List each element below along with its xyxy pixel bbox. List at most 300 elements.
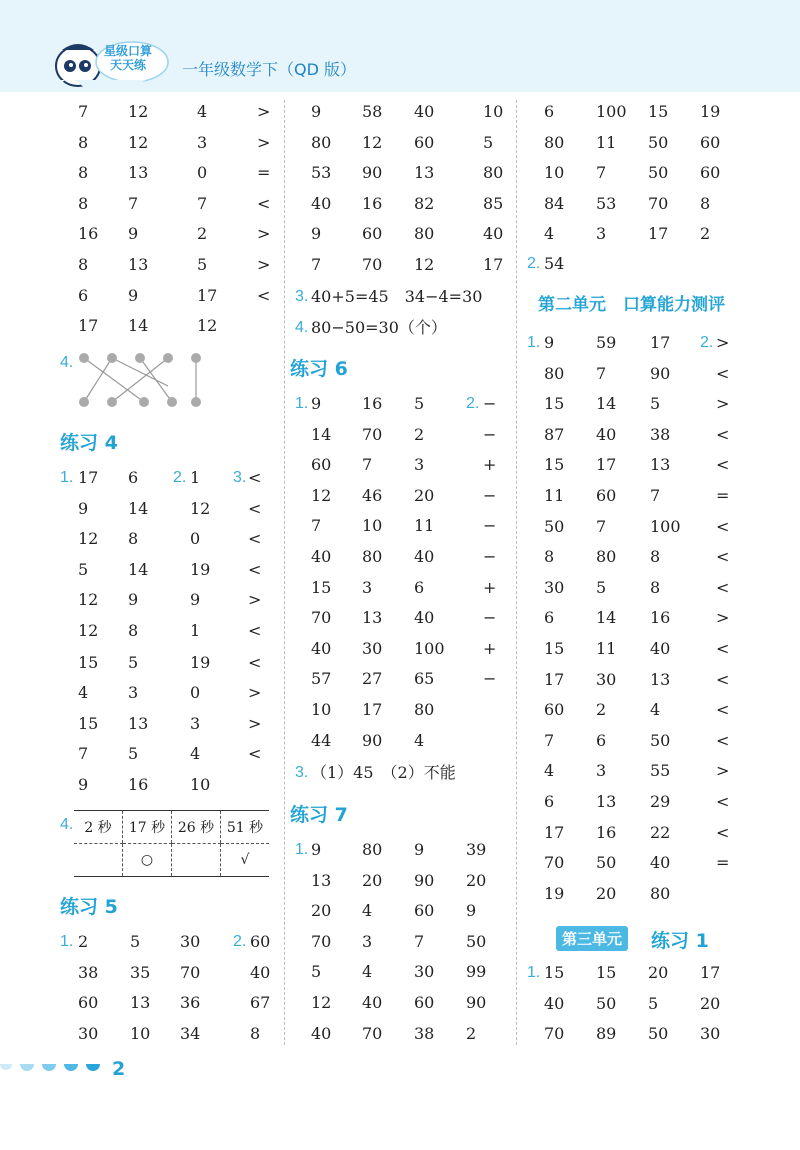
answer-cell: 5 xyxy=(483,132,494,152)
answer-cell: 12 xyxy=(128,102,149,121)
answer-cell: 9 xyxy=(414,840,425,859)
table-mark-cell xyxy=(74,844,123,877)
answer-cell: < xyxy=(716,730,730,750)
answer-cell: 7 xyxy=(78,102,89,121)
answer-cell: 80 xyxy=(596,547,617,567)
answer-cell: 10 xyxy=(190,775,211,794)
answer-cell: 50 xyxy=(596,853,617,873)
answer-cell: 60 xyxy=(250,932,271,951)
answer-cell: 10 xyxy=(362,516,383,536)
answer-cell: 7 xyxy=(311,255,322,274)
answer-cell: 12 xyxy=(78,590,99,610)
answer-cell: 1. xyxy=(60,933,74,950)
answer-cell: 60 xyxy=(700,132,721,152)
answer-cell: 9 xyxy=(128,285,139,305)
answer-cell: 67 xyxy=(250,993,271,1013)
answer-cell: = xyxy=(716,486,730,505)
answer-cell: 5 xyxy=(650,394,661,414)
answer-cell: < xyxy=(248,744,262,764)
question-number: 4. xyxy=(60,816,74,833)
answer-cell: 8 xyxy=(78,163,89,183)
section-title-ex7: 练习 7 xyxy=(290,804,348,826)
answer-cell: 4 xyxy=(78,683,89,703)
answer-cell: < xyxy=(716,424,730,444)
answer-cell: 11 xyxy=(414,516,435,536)
answer-cell: 5 xyxy=(128,744,139,764)
answer-cell: 4 xyxy=(414,730,425,750)
answer-cell: 40 xyxy=(311,1023,332,1043)
answer-cell: 50 xyxy=(648,132,669,152)
answer-cell: 16 xyxy=(596,822,617,842)
answer-cell: 60 xyxy=(311,455,332,475)
answer-cell: 8 xyxy=(650,577,661,597)
answer-cell: 8 xyxy=(650,547,661,567)
answer-cell: 50 xyxy=(650,730,671,750)
answer-cell: 65 xyxy=(414,669,435,689)
answer-cell: 14 xyxy=(596,394,617,414)
answer-cell: 11 xyxy=(596,639,617,658)
answer-cell: > xyxy=(257,102,271,121)
answer-cell: 35 xyxy=(130,962,151,982)
question-number: 4. xyxy=(295,319,309,336)
answer-cell: 16 xyxy=(362,193,383,213)
answer-cell: 7 xyxy=(414,931,425,951)
answer-cell: 40 xyxy=(650,853,671,873)
answer-cell: 46 xyxy=(362,485,383,505)
answer-cell: < xyxy=(248,652,262,672)
answer-cell: 17 xyxy=(544,669,565,689)
answer-cell: 58 xyxy=(362,102,383,121)
book-title: 一年级数学下（QD 版） xyxy=(182,60,357,79)
answer-cell: 14 xyxy=(128,559,149,579)
answer-cell: 3 xyxy=(190,713,201,733)
answer-cell: 6 xyxy=(544,792,555,811)
answer-cell: 30 xyxy=(362,638,383,658)
answer-cell: 5 xyxy=(596,577,607,597)
answer-cell: 4 xyxy=(544,761,555,781)
answer-cell: 8 xyxy=(700,193,711,213)
answer-cell: 3 xyxy=(197,132,208,152)
answer-cell: 10 xyxy=(544,163,565,183)
answer-cell: 40 xyxy=(311,193,332,213)
answer-cell: − xyxy=(483,547,497,566)
answer-cell: 0 xyxy=(190,683,201,703)
answer-cell: 17 xyxy=(78,468,99,487)
question-number: 4. xyxy=(60,354,74,371)
answer-cell: − xyxy=(483,394,497,413)
answer-cell: 40 xyxy=(362,993,383,1012)
answer-cell: + xyxy=(483,577,497,597)
answer-cell: 13 xyxy=(596,792,617,811)
answer-cell: 38 xyxy=(78,962,99,982)
answer-cell: 13 xyxy=(128,255,149,274)
answer-cell: − xyxy=(483,608,497,628)
time-table xyxy=(74,810,269,877)
answer-cell: + xyxy=(483,455,497,475)
answer-cell: 9 xyxy=(311,102,322,121)
answer-cell: 12 xyxy=(311,993,332,1012)
answer-cell: 20 xyxy=(362,870,383,890)
answer-cell: < xyxy=(716,363,730,383)
answer-cell: 60 xyxy=(700,163,721,183)
answer-cell: 12 xyxy=(362,132,383,152)
answer-cell: 2 xyxy=(78,932,89,951)
answer-cell: 19 xyxy=(700,102,721,121)
answer-cell: = xyxy=(257,163,271,183)
answer-cell: < xyxy=(716,547,730,567)
answer-cell: 17 xyxy=(362,700,383,719)
answer-cell: 7 xyxy=(650,486,661,505)
answer-cell: 5 xyxy=(648,993,659,1013)
answer-cell: 9 xyxy=(78,498,89,518)
answer-cell: 0 xyxy=(197,163,208,183)
answer-cell: 16 xyxy=(128,775,149,794)
answer-cell: 87 xyxy=(544,424,565,444)
answer-cell: 6 xyxy=(128,468,139,487)
answer-cell: 19 xyxy=(544,883,565,903)
answer-cell: 12 xyxy=(128,132,149,152)
page-header xyxy=(0,0,800,92)
unit2-title: 第二单元 口算能力测评 xyxy=(538,295,725,315)
answer-cell: 44 xyxy=(311,730,332,750)
section-title-ex4: 练习 4 xyxy=(60,432,118,454)
answer-cell: 100 xyxy=(414,638,445,658)
answer-cell: 13 xyxy=(128,163,149,183)
answer-cell: 17 xyxy=(700,963,721,982)
answer-cell: = xyxy=(716,853,730,873)
answer-cell: 4 xyxy=(190,744,201,764)
logo-text-line1: 星级口算 xyxy=(104,44,153,58)
answer-cell: 15 xyxy=(78,652,99,672)
answer-cell: 80 xyxy=(362,840,383,859)
answer-cell: 60 xyxy=(362,224,383,244)
answer-cell: 5 xyxy=(78,559,89,579)
question-number: 3. xyxy=(295,764,309,781)
answer-cell: 39 xyxy=(466,840,487,859)
answer-cell: 14 xyxy=(311,424,332,444)
answer-cell: 2. xyxy=(466,395,480,412)
question-number: 2. xyxy=(527,255,541,272)
answer-cell: 85 xyxy=(483,193,504,213)
answer-cell: 29 xyxy=(650,792,671,811)
answer-cell: 7 xyxy=(311,516,322,536)
answer-cell: 15 xyxy=(544,639,565,658)
answer-cell: 5 xyxy=(414,394,425,413)
answer-cell: 38 xyxy=(650,424,671,444)
answer-cell: 99 xyxy=(466,962,487,982)
answer-cell: 12 xyxy=(78,621,99,640)
answer-cell: 17 xyxy=(197,285,218,305)
answer-cell: < xyxy=(248,559,262,579)
answer-cell: 27 xyxy=(362,669,383,689)
answer-cell: 70 xyxy=(362,424,383,444)
answer-cell: 20 xyxy=(700,993,721,1013)
answer-cell: < xyxy=(716,792,730,811)
answer-cell: 17 xyxy=(544,822,565,842)
answer-cell: 9 xyxy=(311,224,322,244)
answer-cell: 53 xyxy=(311,163,332,183)
answer-cell: 1 xyxy=(190,468,201,487)
table-header-cell: 2 秒 xyxy=(74,811,123,844)
q4-answer: 80−50=30（个） xyxy=(311,318,447,337)
answer-cell: 1. xyxy=(295,395,309,412)
answer-cell: 30 xyxy=(414,962,435,982)
answer-cell: 8 xyxy=(544,547,555,567)
answer-cell: 20 xyxy=(466,870,487,890)
answer-cell: 9 xyxy=(311,840,322,859)
answer-cell: 13 xyxy=(362,608,383,628)
answer-cell: 60 xyxy=(414,993,435,1012)
answer-cell: 8 xyxy=(78,255,89,274)
answer-cell: 8 xyxy=(78,132,89,152)
answer-cell: 14 xyxy=(128,498,149,518)
q3-answer: 40+5=45 34−4=30 xyxy=(311,287,483,306)
answer-cell: 6 xyxy=(414,577,425,597)
answer-cell: 7 xyxy=(197,193,208,213)
answer-cell: 7 xyxy=(362,455,373,475)
answer-cell: 2 xyxy=(466,1023,477,1043)
answer-cell: 8 xyxy=(78,193,89,213)
column-divider-2 xyxy=(516,100,517,1045)
answer-cell: 70 xyxy=(544,1024,565,1044)
answer-cell: 80 xyxy=(414,224,435,244)
answer-cell: − xyxy=(483,485,497,505)
answer-cell: 3 xyxy=(414,455,425,475)
answer-cell: 1. xyxy=(527,334,541,351)
answer-cell: 30 xyxy=(544,577,565,597)
answer-cell: 60 xyxy=(544,700,565,720)
answer-cell: > xyxy=(257,255,271,274)
answer-cell: 30 xyxy=(700,1024,721,1044)
answer-cell: 70 xyxy=(648,193,669,213)
answer-cell: 0 xyxy=(190,529,201,549)
table-header-cell: 26 秒 xyxy=(172,811,221,844)
answer-cell: 80 xyxy=(483,163,504,183)
answer-cell: 3 xyxy=(596,224,607,244)
answer-cell: 80 xyxy=(311,132,332,152)
answer-cell: 8 xyxy=(128,529,139,549)
answer-cell: 3 xyxy=(596,761,607,781)
logo-text xyxy=(104,44,152,72)
unit3-exercise-title: 练习 1 xyxy=(651,930,709,952)
answer-cell: 40 xyxy=(311,547,332,566)
answer-cell: 50 xyxy=(544,516,565,536)
answer-cell: 15 xyxy=(648,102,669,121)
answer-cell: 40 xyxy=(483,224,504,244)
answer-cell: 15 xyxy=(311,577,332,597)
answer-cell: > xyxy=(257,132,271,152)
answer-cell: 1. xyxy=(527,964,541,981)
answer-cell: 9 xyxy=(311,394,322,413)
answer-cell: 20 xyxy=(596,883,617,903)
answer-cell: 59 xyxy=(596,333,617,352)
answer-cell: > xyxy=(248,683,262,703)
answer-cell: 6 xyxy=(544,608,555,628)
answer-cell: 40 xyxy=(650,639,671,658)
answer-cell: 8 xyxy=(250,1023,261,1043)
answer-cell: < xyxy=(716,639,730,658)
answer-cell: < xyxy=(248,468,262,487)
answer-cell: 1. xyxy=(295,841,309,858)
answer-cell: 34 xyxy=(180,1023,201,1043)
answer-cell: 5 xyxy=(130,932,141,951)
answer-cell: > xyxy=(257,224,271,244)
answer-cell: 57 xyxy=(311,669,332,689)
answer-cell: < xyxy=(716,577,730,597)
unit3-tag: 第三单元 xyxy=(556,926,628,951)
answer-cell: 16 xyxy=(78,224,99,244)
answer-cell: 10 xyxy=(311,700,332,719)
answer-cell: 7 xyxy=(128,193,139,213)
answer-cell: 10 xyxy=(483,102,504,121)
answer-cell: 70 xyxy=(311,931,332,951)
answer-cell: 3 xyxy=(362,577,373,597)
answer-cell: 40 xyxy=(596,424,617,444)
answer-cell: 40 xyxy=(414,102,435,121)
answer-cell: 30 xyxy=(78,1023,99,1043)
answer-cell: 90 xyxy=(362,163,383,183)
answer-cell: 9 xyxy=(128,224,139,244)
answer-cell: 90 xyxy=(466,993,487,1012)
answer-cell: 40 xyxy=(544,993,565,1013)
answer-cell: 20 xyxy=(414,485,435,505)
answer-cell: 15 xyxy=(544,963,565,982)
answer-cell: 20 xyxy=(648,963,669,982)
answer-cell: > xyxy=(716,333,730,352)
answer-cell: 40 xyxy=(250,962,271,982)
answer-cell: 60 xyxy=(414,901,435,921)
answer-cell: 13 xyxy=(130,993,151,1013)
answer-cell: 36 xyxy=(180,993,201,1013)
answer-cell: 19 xyxy=(190,652,211,672)
answer-cell: 80 xyxy=(650,883,671,903)
answer-cell: 7 xyxy=(544,730,555,750)
answer-cell: 90 xyxy=(414,870,435,890)
answer-cell: 15 xyxy=(78,713,99,733)
answer-cell: > xyxy=(248,713,262,733)
answer-cell: 30 xyxy=(180,932,201,951)
answer-cell: < xyxy=(716,516,730,536)
answer-cell: 11 xyxy=(544,486,565,505)
answer-cell: 50 xyxy=(648,1024,669,1044)
answer-cell: 13 xyxy=(311,870,332,890)
answer-cell: < xyxy=(257,193,271,213)
answer-cell: 20 xyxy=(311,901,332,921)
answer-cell: 13 xyxy=(650,669,671,689)
answer-cell: 4 xyxy=(197,102,208,121)
answer-cell: 9 xyxy=(128,590,139,610)
answer-cell: 2 xyxy=(414,424,425,444)
table-header-cell: 17 秒 xyxy=(123,811,172,844)
answer-cell: 10 xyxy=(130,1023,151,1043)
answer-cell: 9 xyxy=(544,333,555,352)
answer-cell: 12 xyxy=(311,485,332,505)
answer-cell: + xyxy=(483,638,497,658)
answer-cell: 6 xyxy=(78,285,89,305)
answer-cell: 16 xyxy=(362,394,383,413)
answer-cell: 90 xyxy=(362,730,383,750)
answer-cell: < xyxy=(716,669,730,689)
table-mark-cell: √ xyxy=(221,844,270,877)
section-title-ex6: 练习 6 xyxy=(290,358,348,380)
answer-cell: 80 xyxy=(544,363,565,383)
answer-cell: 17 xyxy=(596,455,617,475)
answer-cell: 53 xyxy=(596,193,617,213)
answer-cell: 38 xyxy=(414,1023,435,1043)
answer-cell: > xyxy=(716,608,730,628)
answer-cell: 70 xyxy=(362,255,383,274)
answer-cell: 4 xyxy=(362,962,373,982)
table-header-cell: 51 秒 xyxy=(221,811,270,844)
answer-cell: 9 xyxy=(466,901,477,921)
answer-cell: 15 xyxy=(544,394,565,414)
answer-cell: 8 xyxy=(128,621,139,640)
answer-cell: 14 xyxy=(596,608,617,628)
answer-cell: 17 xyxy=(648,224,669,244)
answer-cell: 4 xyxy=(362,901,373,921)
answer-cell: 40 xyxy=(311,638,332,658)
footer-dots-icon xyxy=(0,1062,110,1082)
answer-cell: 1. xyxy=(60,469,74,486)
answer-cell: < xyxy=(248,621,262,640)
logo-text-line2: 天天练 xyxy=(110,58,147,72)
matching-diagram xyxy=(76,350,216,410)
answer-cell: < xyxy=(716,700,730,720)
answer-cell: 70 xyxy=(362,1023,383,1043)
answer-cell: < xyxy=(248,529,262,549)
answer-cell: 4 xyxy=(650,700,661,720)
answer-cell: 60 xyxy=(78,993,99,1013)
answer-cell: < xyxy=(257,285,271,305)
answer-cell: 3. xyxy=(233,469,247,486)
answer-cell: 15 xyxy=(596,963,617,982)
answer-cell: 40 xyxy=(414,547,435,566)
answer-cell: 12 xyxy=(190,498,211,518)
answer-cell: 12 xyxy=(197,316,218,336)
answer-cell: 60 xyxy=(414,132,435,152)
answer-cell: 2. xyxy=(233,933,247,950)
answer-cell: 15 xyxy=(544,455,565,475)
answer-cell: 3 xyxy=(128,683,139,703)
answer-cell: 7 xyxy=(596,363,607,383)
answer-cell: 50 xyxy=(466,931,487,951)
section-title-ex5: 练习 5 xyxy=(60,896,118,918)
column-divider-1 xyxy=(284,100,285,1045)
answer-cell: 14 xyxy=(128,316,149,336)
answer-cell: 2 xyxy=(700,224,711,244)
answer-cell: < xyxy=(716,822,730,842)
answer-cell: 17 xyxy=(483,255,504,274)
answer-cell: 7 xyxy=(596,516,607,536)
answer-cell: 17 xyxy=(650,333,671,352)
question-number: 3. xyxy=(295,288,309,305)
answer-cell: 80 xyxy=(414,700,435,719)
answer-cell: − xyxy=(483,669,497,689)
answer-cell: 5 xyxy=(128,652,139,672)
answer-cell: 13 xyxy=(650,455,671,475)
answer-cell: 22 xyxy=(650,822,671,842)
answer-cell: 100 xyxy=(596,102,627,121)
answer-cell: 6 xyxy=(596,730,607,750)
answer-cell: 13 xyxy=(414,163,435,183)
answer-cell: 4 xyxy=(544,224,555,244)
answer-cell: 2. xyxy=(173,469,187,486)
answer-cell: 70 xyxy=(544,853,565,873)
answer-cell: 1 xyxy=(190,621,201,640)
answer-cell: 17 xyxy=(78,316,99,336)
answer-cell: 70 xyxy=(311,608,332,628)
page-number: 2 xyxy=(112,1058,126,1080)
